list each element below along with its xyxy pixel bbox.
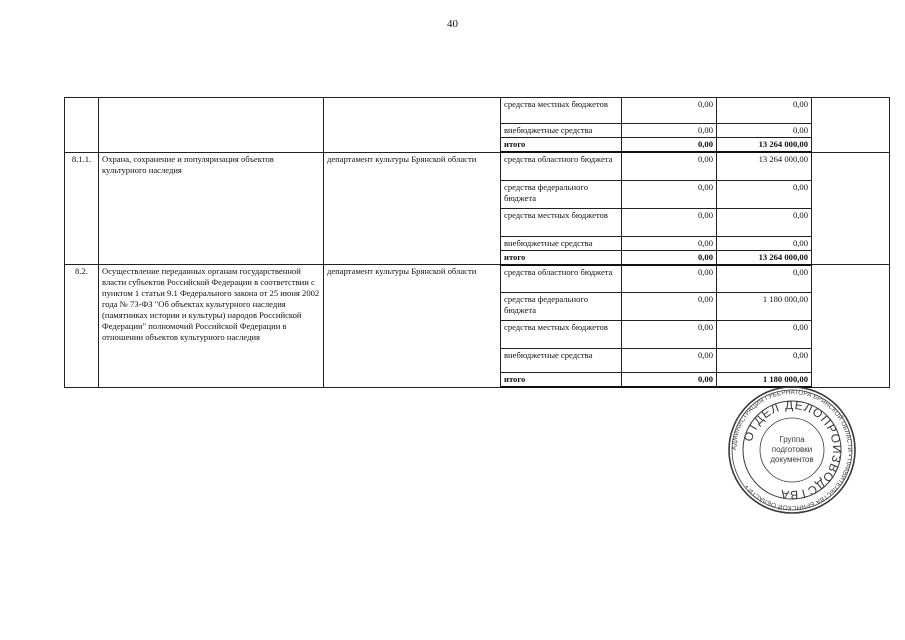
notes-cell [812,98,890,153]
funding-source: внебюджетные средства [501,124,622,138]
funding-source: средства федерального бюджета [501,180,622,208]
table-row [65,152,890,180]
funding-source: средства местных бюджетов [501,98,622,124]
stamp-center-line2: подготовки [771,445,813,454]
stamp-inner-text: ОТДЕЛ ДЕЛОПРОИЗВОДСТВА [740,397,845,503]
funding-source: средства областного бюджета [501,265,622,293]
funding-source: средства местных бюджетов [501,321,622,349]
amount-value: 0,00 [717,180,812,208]
amount-value: 0,00 [622,250,717,265]
funding-source: средства федерального бюджета [501,293,622,321]
amount-value: 0,00 [717,236,812,250]
amount-value: 0,00 [717,265,812,293]
amount-value: 1 180 000,00 [717,373,812,388]
funding-source: внебюджетные средства [501,349,622,373]
notes-cell [812,152,890,265]
amount-value: 1 180 000,00 [717,293,812,321]
amount-value: 13 264 000,00 [717,152,812,180]
amount-value: 0,00 [622,293,717,321]
funding-source: средства областного бюджета [501,152,622,180]
page-number: 40 [447,18,458,30]
amount-value: 0,00 [622,265,717,293]
funding-source: внебюджетные средства [501,236,622,250]
funding-source-total: итого [501,373,622,388]
stamp-center-line1: Группа [779,435,805,444]
executor: департамент культуры Брянской области [324,265,501,388]
item-number: 8.2. [65,265,99,388]
funding-source-total: итого [501,250,622,265]
table-row [65,98,890,124]
amount-value: 0,00 [622,349,717,373]
item-number-cell [65,98,99,153]
funding-source: средства местных бюджетов [501,208,622,236]
stamp-center-line3: документов [770,455,814,464]
amount-value: 0,00 [717,208,812,236]
item-number: 8.1.1. [65,152,99,265]
funding-source-total: итого [501,138,622,153]
amount-value: 0,00 [622,321,717,349]
amount-value: 0,00 [622,236,717,250]
executor: департамент культуры Брянской области [324,152,501,265]
amount-value: 0,00 [717,349,812,373]
amount-value: 13 264 000,00 [717,250,812,265]
table-row [65,265,890,293]
executor-cell [324,98,501,153]
amount-value: 0,00 [622,180,717,208]
amount-value: 0,00 [622,98,717,124]
amount-value: 0,00 [622,152,717,180]
amount-value: 0,00 [622,208,717,236]
stamp-outer-text: АДМИНИСТРАЦИЯ ГУБЕРНАТОРА БРЯНСКОЙ ОБЛАСТИ • ПРАВИТЕЛЬСТВА БРЯНСКОЙ ОБЛАСТИ • [730,388,854,512]
budget-table [64,97,890,388]
item-title: Осуществление переданных органам государственной власти субъектов Российской Федерации в соответствии с пунктом 1 статьи 9.1 Федерального закона от 25 июня 2002 года № 73-ФЗ "Об объектах культурного наследия (памятниках истории и культуры) народов Российской Федерации" полномочий Российской Федерации в отношении объектов культурного наследия [99,265,324,388]
notes-cell [812,265,890,388]
amount-value: 0,00 [622,373,717,388]
item-title: Охрана, сохранение и популяризация объектов культурного наследия [99,152,324,265]
amount-value: 0,00 [717,98,812,124]
amount-value: 0,00 [622,124,717,138]
item-title-cell [99,98,324,153]
amount-value: 0,00 [717,124,812,138]
amount-value: 13 264 000,00 [717,138,812,153]
amount-value: 0,00 [622,138,717,153]
office-stamp [727,385,857,515]
stamp-seal [727,385,857,515]
amount-value: 0,00 [717,321,812,349]
